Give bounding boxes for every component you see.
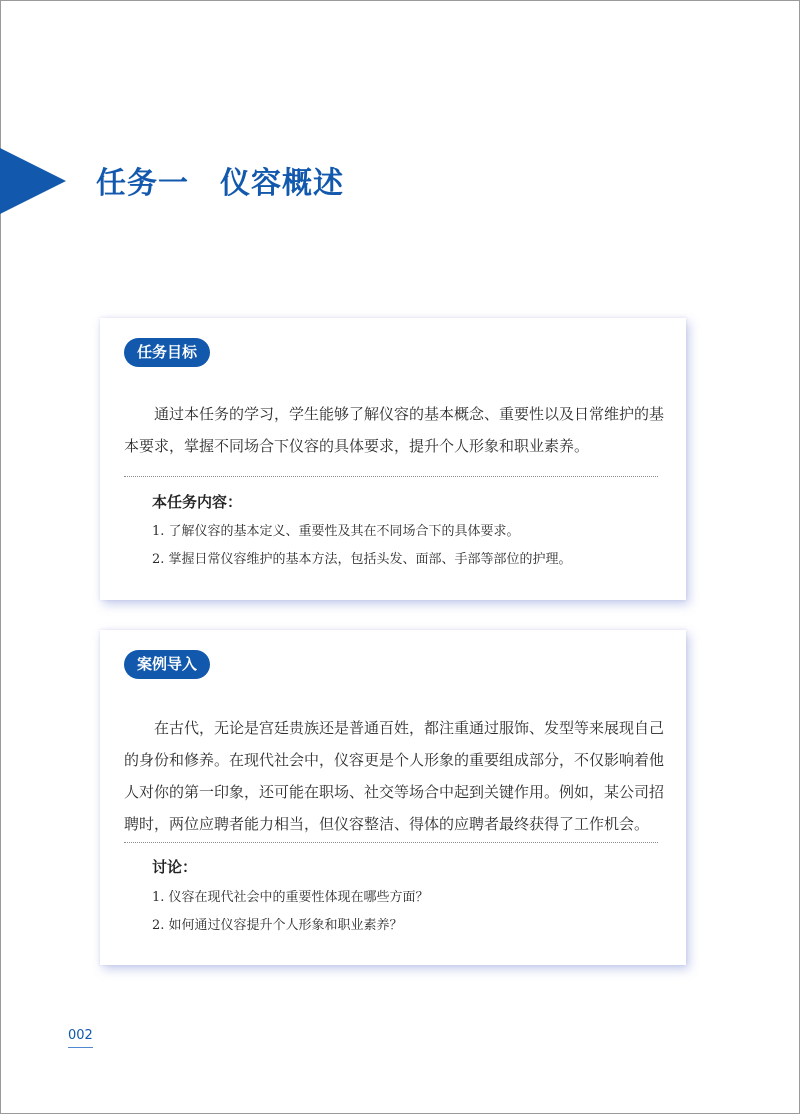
list-item: 2. 掌握日常仪容维护的基本方法，包括头发、面部、手部等部位的护理。 <box>152 552 572 567</box>
section-marker-triangle <box>0 148 66 214</box>
case-intro-card <box>100 630 686 965</box>
discussion-list <box>152 884 429 940</box>
task-content-list <box>152 518 572 574</box>
objectives-paragraph: 通过本任务的学习，学生能够了解仪容的基本概念、重要性以及日常维护的基本要求，掌握不同场合下仪容的具体要求，提升个人形象和职业素养。 <box>124 405 665 455</box>
dotted-divider <box>124 842 658 843</box>
task-objectives-card <box>100 318 686 600</box>
discussion-heading: 讨论： <box>152 858 198 876</box>
dotted-divider <box>124 476 658 477</box>
list-item: 2. 如何通过仪容提升个人形象和职业素养？ <box>152 918 403 933</box>
page-title: 任务一 仪容概述 <box>96 166 344 201</box>
page-number: 002 <box>68 1027 93 1048</box>
task-objectives-badge: 任务目标 <box>124 338 210 367</box>
case-paragraph: 在古代，无论是宫廷贵族还是普通百姓，都注重通过服饰、发型等来展现自己的身份和修养。在现代社会中，仪容更是个人形象的重要组成部分，不仅影响着他人对你的第一印象，还可能在职场、社交等场合中起到关键作用。例如，某公司招聘时，两位应聘者能力相当，但仪容整洁、得体的应聘者最终获得了工作机会。 <box>124 719 665 833</box>
list-item: 1. 了解仪容的基本定义、重要性及其在不同场合下的具体要求。 <box>152 524 520 539</box>
task-content-heading: 本任务内容： <box>152 493 243 511</box>
case-intro-badge: 案例导入 <box>124 650 210 679</box>
list-item: 1. 仪容在现代社会中的重要性体现在哪些方面？ <box>152 890 429 905</box>
